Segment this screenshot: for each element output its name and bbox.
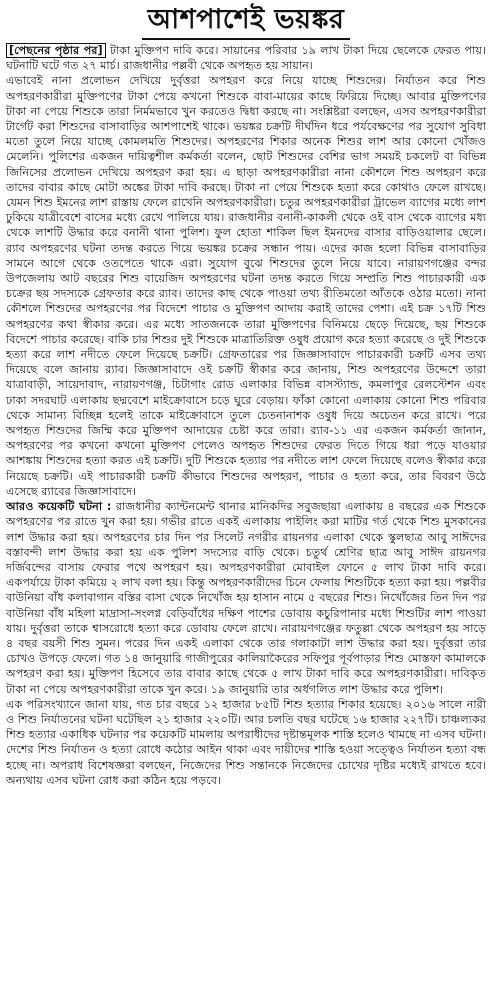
- paragraph-3: [6, 499, 486, 697]
- paragraph-4: এক পরিসংখ্যানে জানা যায়, গত চার বছরে ১২ হাজার ৮৫টি শিশু হত্যার শিকার হয়েছে। ২০১৬ সালে নারী ও শিশু নির্যাতনের ঘটনা ঘটেছিল ২১ হাজার ২২০টি। আর চলতি বছর ঘটেছে ১৬ হাজার ২২৭টি। চাঞ্চল্যকর শিশু হত্যার একাধিক ঘটনার পর কয়েকটি মামলায় অপরাধীদের দৃষ্টান্তমূলক শাস্তি হলেও থামছে না এসব ঘটনা। দেশের শিশু নির্যাতন ও হত্যা রোধে কঠোর আইন থাকা এবং দায়ীদের শাস্তি হওয়া সত্ত্বেও নির্যাতন হত্যা বন্ধ হচ্ছে না। অপরাধ বিশেষজ্ঞরা বলছেন, নিজেদের শিশু সন্তানকে নিজেদের চোখের দৃষ্টির মধ্যেই রাখতে হবে। অন্যথায় এসব ঘটনা রোধ করা কঠিন হয়ে পড়বে।: [6, 697, 486, 787]
- article-body: [6, 43, 486, 788]
- paragraph-3-text: রাজধানীর ক্যান্টনমেন্ট থানার মানিকদির সবুজছায়া এলাকায় ৪ বছরের এক শিশুকে অপহরণের পর রাতে খুন করা হয়। গভীর রাতে একই এলাকায় পাইলিং করা মাটির গর্ত থেকে শিশু মুসকানের লাশ উদ্ধার করা হয়। অপহরণের চার দিন পর সিলেট নগরীর রায়নগর এলাকা থেকে স্কুলছাত্র আবু সাঈদের বস্তাবন্দী লাশ উদ্ধার করা হয় এক পুলিশ সদস্যের বাড়ি থেকে। চতুর্থ শ্রেণির ছাত্র আবু সাঈদ রায়নগর দর্জিবন্দের বাসায় ফেরার পথে অপহরণ হয়। অপহরণকারীরা মোবাইল ফোনে ৫ লাখ টাকা দাবি করে। একপর্যায়ে টাকা কমিয়ে ২ লাখ বলা হয়। কিন্তু অপহরণকারীদের চিনে ফেলায় শিশুটিকে হত্যা করা হয়। পল্লবীর বাউনিয়া বাঁধ কলাবাগান বস্তির বাসা থেকে নিখোঁজ হয় হাসান নামে ৫ বছরের শিশু। নিখোঁজের তিন দিন পর বাউনিয়া বাঁধ মহিলা মাদ্রাসা-সংলগ্ন বেড়িবাঁধের দক্ষিণ পাশের ডোবায় কচুরিপানার মধ্যে শিশুটির লাশ পাওয়া যায়। দুর্বৃত্তরা তাকে শ্বাসরোধে হত্যা করে ডোবায় ফেলে রাখে। নারায়ণগঞ্জের ফতুল্লা থেকে অপহরণ হয় সাড়ে ৪ বছর বয়সী শিশু সুমন। পরের দিন একই এলাকা থেকে তার গলাকাটা লাশ উদ্ধার করা হয়। দুর্বৃত্তরা তার চোখও উপড়ে ফেলে। গত ১৪ জানুয়ারি গাজীপুরের কালিয়াকৈরের সফিপুর পূর্বপাড়ার শিশু মোস্তফা কামালকে অপহরণ করা হয়। মুক্তিপণ হিসেবে তার বাবার কাছে থেকে ৫ লাখ টাকা দাবি করে অপহরণকারীরা। দাবিকৃত টাকা না পেয়ে অপহরণকারীরা তাকে খুন করে। ১৯ জানুয়ারি তার অর্ধগলিত লাশ উদ্ধার করে পুলিশ।: [6, 500, 486, 696]
- paragraph-1-text: টাকা মুক্তিপণ দাবি করে। সায়ানের পরিবার ১৯ লাখ টাকা দিয়ে ছেলেকে ফেরত পায়। ঘটনাটি ঘটে গত ২৭ মার্চ। রাজধানীর পল্লবী থেকে অপহৃত হয় সায়ান।: [6, 44, 486, 73]
- paragraph-2: এভাবেই নানা প্রলোভন দেখিয়ে দুর্বৃত্তরা অপহরণ করে নিয়ে যাচ্ছে শিশুদের। নির্যাতন করে শিশু অপহরণকারীরা মুক্তিপণের টাকা পেয়ে কখনো শিশুকে বাবা-মায়ের কাছে ফিরিয়ে দিচ্ছে। আবার মুক্তিপণের টাকা না পেয়ে শিশুকে তারা নির্মমভাবে খুন করতেও দ্বিধা করছে না। সংশ্লিষ্টরা বলছেন, এসব অপহরণকারীরা টার্গেট করা শিশুদের বাসাবাড়ির আশপাশেই থাকে। ভয়ঙ্কর চক্রটি দীর্ঘদিন ধরে পর্যবেক্ষণের পর সুযোগ সুবিধা মতো তুলে নিয়ে যাচ্ছে কোমলমতি শিশুদের। অপহরণের শিকার অনেক শিশুর লাশ আর কোনো খোঁজও মেলেনি। পুলিশের একজন দায়িত্বশীল কর্মকর্তা বলেন, ছোট শিশুদের বেশির ভাগ সময়ই চকলেট বা বিভিন্ন জিনিসের প্রলোভন দেখিয়ে অপহরণ করা হয়। এ ছাড়া অপহরণকারীরা নানা কৌশলে শিশু অপহরণ করে তাদের বাবার কাছে মোটা অঙ্কের টাকা দাবি করছে। টাকা না পেয়ে শিশুকে হত্যা করে কোথাও ফেলে রাখছে। যেমন শিশু ইমনের লাশ রাস্তায় ফেলে রাখেনি অপহরণকারীরা। চতুর অপহরণকারীরা ট্রাভেল ব্যাগের মধ্যে লাশ ঢুকিয়ে যাত্রীবেশে বাসের মধ্যে রেখে পালিয়ে যায়। রাজধানীর বনানী-কাকলী থেকে ওই বাস থেকে ব্যাগের মধ্য থেকে লাশটি উদ্ধার করে বনানী থানা পুলিশ। ফুল হোতা শাকিল ছিল ইমনদের বাসার বাড়িওয়ালার ছেলে। র‍্যাব অপহরণের ঘটনা তদন্ত করতে গিয়ে ভয়ঙ্কর চক্রের সন্ধান পায়। এদের কাজ হলো বিভিন্ন বাসাবাড়ির সামনে আগে থেকে ওতপেতে থাকে এরা। সুযোগ বুঝে শিশুদের তুলে নিয়ে যাবে। নারায়ণগঞ্জের বন্দর উপজেলায় আট বছরের শিশু বায়েজিদ অপহরণের ঘটনা তদন্ত করতে গিয়ে সম্প্রতি শিশু পাচারকারী এক চক্রের ছয় সদস্যকে গ্রেফতার করে র‍্যাব। তাদের কাছ থেকে পাওয়া তথ্য রীতিমতো আঁতকে ওঠার মতো। নানা কৌশলে শিশুদের অপহরণের পর বিদেশে পাচার ও মুক্তিপণ আদায় করাই তাদের পেশা। এই চক্র ১৭টি শিশু অপহরণের কথা স্বীকার করে। এর মধ্যে সাতজনকে তারা মুক্তিপণের বিনিময়ে ছেড়ে দিয়েছে, ছয় শিশুকে বিদেশে পাচার করেছে। বাকি চার শিশুর দুই শিশুকে মাত্রাতিরিক্ত ওষুধ প্রয়োগ করে হত্যা করেছে ও দুই শিশুকে হত্যা করে লাশ নদীতে ফেলে দিয়েছে চক্রটি। গ্রেফতারের পর জিজ্ঞাসাবাদে পাচারকারী চক্রটি এসব তথ্য দিয়েছে বলে জানায় র‍্যাব। জিজ্ঞাসাবাদে ওই চক্রটি স্বীকার করে জানায়, শিশু অপহরণের উদ্দেশে তারা যাত্রাবাড়ী, সায়েদাবাদ, নারায়ণগঞ্জ, চিটাগাং রোড এলাকার বিভিন্ন বাসস্ট্যান্ড, কমলাপুর রেলস্টেশন এবং ঢাকা সদরঘাট এলাকায় ছদ্মবেশে মাইক্রোবাসে চড়ে ঘুরে বেড়ায়। ফাঁকা কোনো এলাকায় কোনো শিশু পরিবার থেকে সামান্য বিচ্ছিন্ন হলেই তাকে মাইক্রোবাসে তুলে চেতনানাশক ওষুধ দিয়ে অচেতন করে রাখে। পরে অপহৃত শিশুদের জিম্মি করে মুক্তিপণ আদায়ের চেষ্টা করে তারা। র‍্যাব-১১ এর একজন কর্মকর্তা জানান, অপহরণের পর কখনো কখনো মুক্তিপণ পেলেও অপহৃত শিশুদের ফেরত দিতে গিয়ে ধরা পড়ে যাওয়ার আশঙ্কায় শিশুদের হত্যা করত এই চক্রটি। দুটি শিশুকে হত্যার পর নদীতে লাশ ফেলে দিয়েছে বলেও স্বীকার করে নিয়েছে চক্রটি। এই পাচারকারী চক্রটি কীভাবে শিশুদের অপহরণ, পাচার ও হত্যা করে, তার বিবরণ উঠে এসেছে র‍্যাবের জিজ্ঞাসাবাদে।: [6, 74, 486, 498]
- headline-wrap: [6, 4, 486, 40]
- paragraph-1: [6, 43, 486, 73]
- continued-tag: [পেছনের পৃষ্ঠার পর]: [6, 43, 106, 58]
- headline: আশপাশেই ভয়ঙ্কর: [142, 4, 351, 40]
- more-incidents-subhead: আরও কয়েকটি ঘটনা :: [6, 500, 112, 514]
